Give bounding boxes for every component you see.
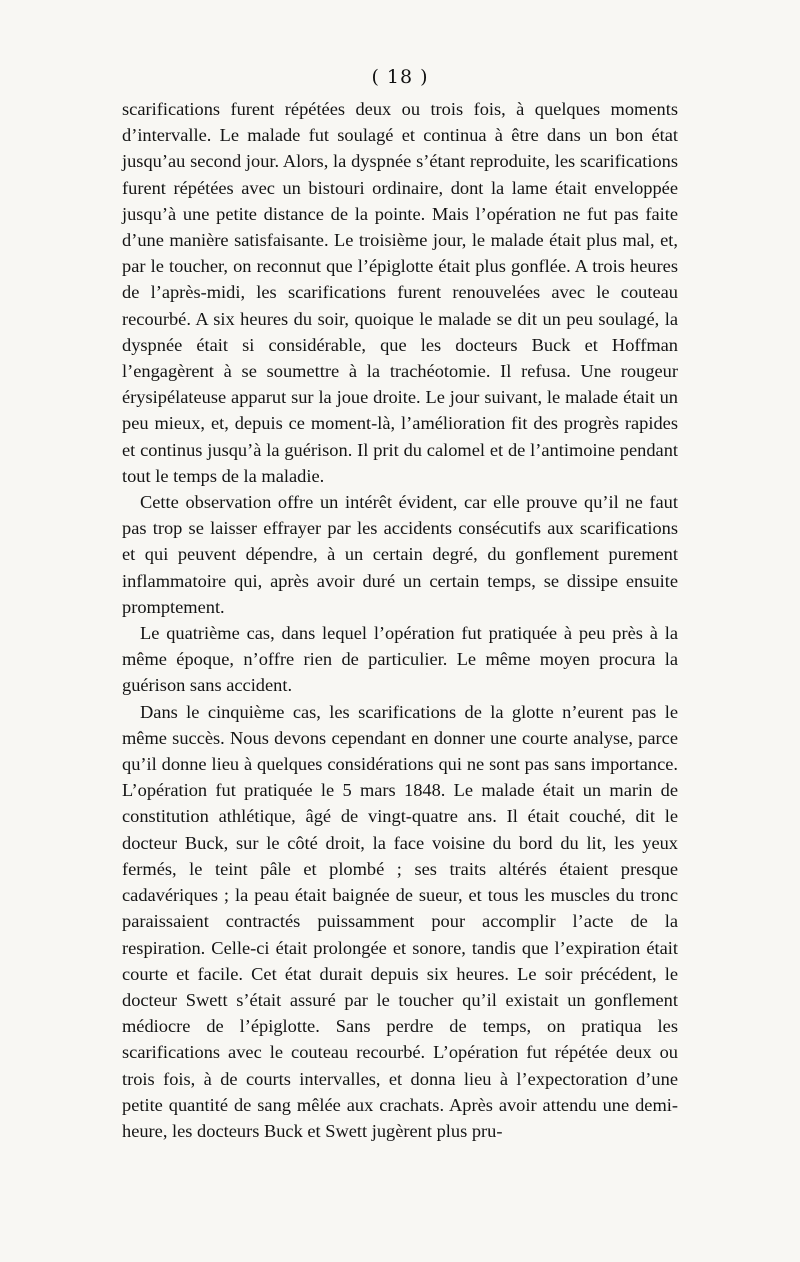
paragraph-1: scarifications furent répétées deux ou trois fois, à quelques moments d’intervalle. Le malade fut soulagé et continua à être dans un bon état jusqu’au second jour. Alors, la dyspnée s’étant reproduite, les scarifications furent répétées avec un bistouri ordinaire, dont la lame était enveloppée jusqu’à une petite distance de la pointe. Mais l’opération ne fut pas faite d’une manière satisfaisante. Le troisième jour, le malade était plus mal, et, par le toucher, on reconnut que l’épiglotte était plus gonflée. A trois heures de l’après-midi, les scarifications furent renouvelées avec le couteau recourbé. A six heures du soir, quoique le malade se dit un peu soulagé, la dyspnée était si considérable, que les docteurs Buck et Hoffman l’engagèrent à se soumettre à la trachéotomie. Il refusa. Une rougeur érysipélateuse apparut sur la joue droite. Le jour suivant, le malade était un peu mieux, et, depuis ce moment-là, l’amélioration fit des progrès rapides et continus jusqu’à la guérison. Il prit du calomel et de l’antimoine pendant tout le temps de la maladie. <box>122 99 678 486</box>
body-text <box>122 96 678 1144</box>
paragraph-4: Dans le cinquième cas, les scarifications de la glotte n’eurent pas le même succès. Nous devons cependant en donner une courte analyse, parce qu’il donne lieu à quelques considérations qui ne sont pas sans importance. L’opération fut pratiquée le 5 mars 1848. Le malade était un marin de constitution athlétique, âgé de vingt-quatre ans. Il était couché, dit le docteur Buck, sur le côté droit, la face voisine du bord du lit, les yeux fermés, le teint pâle et plombé ; ses traits altérés étaient presque cadavériques ; la peau était baignée de sueur, et tous les muscles du tronc paraissaient contractés puissamment pour accomplir l’acte de la respiration. Celle-ci était prolongée et sonore, tandis que l’expiration était courte et facile. Cet état durait depuis six heures. Le soir précédent, le docteur Swett s’était assuré par le toucher qu’il existait un gonflement médiocre de l’épiglotte. Sans perdre de temps, on pratiqua les scarifications avec le couteau recourbé. L’opération fut répétée deux ou trois fois, à de courts intervalles, et donna lieu à l’expectoration d’une petite quantité de sang mêlée aux crachats. Après avoir attendu une demi-heure, les docteurs Buck et Swett jugèrent plus pru- <box>122 701 678 1141</box>
paragraph-2: Cette observation offre un intérêt évident, car elle prouve qu’il ne faut pas trop se laisser effrayer par les accidents consécutifs aux scarifications et qui peuvent dépendre, à un certain degré, du gonflement purement inflammatoire qui, après avoir duré un certain temps, se dissipe ensuite promptement. <box>122 492 678 617</box>
paragraph-3: Le quatrième cas, dans lequel l’opération fut pratiquée à peu près à la même époque, n’offre rien de particulier. Le même moyen procura la guérison sans accident. <box>122 623 678 696</box>
page-number: ( 18 ) <box>371 66 429 88</box>
